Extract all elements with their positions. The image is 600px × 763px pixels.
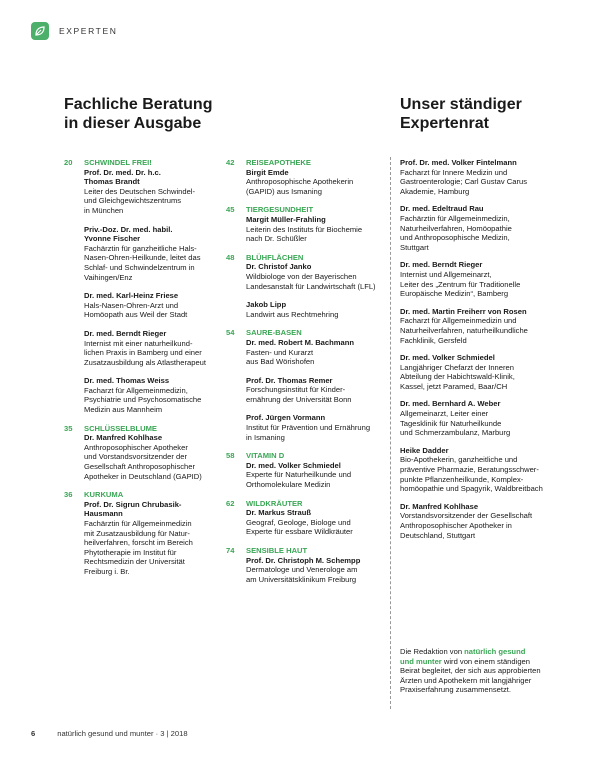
topic-title: SCHWINDEL FREI!	[84, 158, 152, 167]
page-ref: 58	[226, 451, 235, 461]
page-ref: 74	[226, 546, 235, 555]
page-ref: 62	[226, 498, 235, 508]
page-footer	[31, 729, 188, 738]
council-name: Dr. med. Berndt Rieger	[400, 260, 483, 270]
council-member	[400, 158, 575, 196]
topic-section	[226, 253, 386, 320]
council-name: Dr. Manfred Kohlhase	[400, 501, 479, 511]
page-ref: 35	[64, 423, 73, 433]
expert-description: Leiterin des Instituts für Biochemie nach Dr. Schüßler	[246, 224, 363, 244]
topic-title: VITAMIN D	[246, 451, 285, 461]
magazine-issue: natürlich gesund und munter · 3 | 2018	[57, 729, 188, 738]
topic-section	[64, 423, 235, 482]
expert-entry	[84, 498, 235, 577]
expert-name: Priv.-Doz. Dr. med. habil. Yvonne Fischer	[84, 224, 173, 244]
council-description: Langjähriger Chefarzt der Inneren Abteilung der Habichtswald-Klinik, Kassel, jetzt Paramed, Baar/CH	[400, 362, 515, 391]
topic-section	[64, 490, 235, 576]
council-name: Dr. med. Bernhard A. Weber	[400, 399, 501, 409]
right-heading-line: Expertenrat	[400, 115, 489, 132]
page-ref: 48	[226, 252, 235, 262]
topic-title: WILDKRÄUTER	[246, 498, 303, 508]
section-header	[31, 22, 117, 40]
topic-section	[64, 158, 235, 415]
council-member	[400, 353, 575, 391]
expert-description: Geograf, Geologe, Biologe und Experte für essbare Wildkräuter	[246, 517, 353, 537]
council-name: Dr. med. Martin Freiherr von Rosen	[400, 306, 527, 316]
right-heading-line: Unser ständiger	[400, 96, 522, 113]
topic-title: SAURE-BASEN	[246, 328, 302, 338]
expert-description: Leiter des Deutschen Schwindel- und Gleichgewichtszentrums in München	[84, 186, 196, 215]
topic-section	[226, 328, 386, 442]
expert-name: Birgit Emde	[246, 167, 289, 177]
page-number: 6	[31, 729, 36, 738]
expert-name: Dr. med. Berndt Rieger	[84, 328, 167, 338]
council-member	[400, 307, 575, 345]
expert-name: Dr. med. Volker Schmiedel	[246, 460, 341, 470]
expert-entry	[246, 262, 386, 291]
council-member	[400, 502, 575, 540]
topic-title: REISEAPOTHEKE	[246, 158, 311, 167]
expert-entry	[84, 433, 235, 481]
council-description: Vorstandsvorsitzender der Gesellschaft Anthroposophischer Apotheker in Deutschland, Stuttgart	[400, 511, 533, 540]
council-name: Heike Dadder	[400, 445, 449, 455]
expert-name: Dr. med. Thomas Weiss	[84, 376, 170, 386]
council-description: Internist und Allgemeinarzt, Leiter des „Zentrum für Traditionelle Europäische Medizin“, Bamberg	[400, 269, 521, 299]
expert-description: Anthroposophischer Apotheker und Vorstandsvorsitzender der Gesellschaft Anthroposophischer Apotheker in Deutschland (GAPID)	[84, 442, 202, 481]
page-ref: 45	[226, 205, 235, 215]
expert-description: Institut für Prävention und Ernährung in Ismaning	[246, 423, 371, 442]
expert-name: Prof. Dr. Christoph M. Schempp	[246, 555, 361, 565]
section-label: EXPERTEN	[59, 26, 118, 36]
expert-description: Fasten- und Kurarzt aus Bad Wörishofen	[246, 347, 315, 367]
topic-section	[226, 158, 386, 196]
council-member	[400, 204, 575, 252]
expert-description: Landwirt aus Rechtmehring	[246, 309, 339, 319]
page-ref: 20	[64, 158, 73, 167]
expert-entry	[84, 376, 232, 414]
expert-entry	[246, 168, 386, 197]
column-divider	[390, 157, 391, 709]
expert-entry	[246, 338, 386, 367]
expert-entry	[84, 328, 235, 367]
page-ref: 42	[226, 158, 235, 167]
left-heading-line: Fachliche Beratung	[64, 96, 213, 113]
expert-entry	[246, 376, 386, 405]
note-brand: natürlich gesund und munter	[400, 647, 526, 666]
expert-entry	[84, 291, 232, 320]
expert-entry	[84, 224, 235, 283]
right-heading	[400, 95, 522, 133]
council-member	[400, 399, 575, 437]
topic-title: SCHLÜSSELBLUME	[84, 423, 157, 433]
expert-description: Internist mit einer naturheilkund- lichen Praxis in Bamberg und einer Zusatzausbildung als Atlastherapeut	[84, 338, 207, 367]
expert-entry	[246, 461, 386, 490]
left-heading-line: in dieser Ausgabe	[64, 115, 202, 132]
page-ref: 54	[226, 328, 235, 338]
topic-section	[226, 499, 386, 537]
expert-description: Fachärztin für Allgemeinmedizin mit Zusatzausbildung für Natur- heilverfahren, forscht im Bereich Phytotherapie im Institut für Rechtsmedizin der Universität Freiburg i. Br.	[84, 519, 193, 576]
expert-entry	[84, 167, 235, 216]
page-ref: 36	[64, 490, 73, 500]
expert-entry	[246, 556, 386, 585]
expert-description: Experte für Naturheilkunde und Orthomolekulare Medizin	[246, 470, 352, 490]
council-name: Prof. Dr. med. Volker Fintelmann	[400, 158, 517, 167]
topic-section	[226, 205, 386, 243]
expert-name: Dr. Manfred Kohlhase	[84, 433, 163, 443]
council-name: Dr. med. Edeltraud Rau	[400, 204, 484, 214]
topic-title: SENSIBLE HAUT	[246, 546, 308, 555]
topic-section	[226, 546, 386, 584]
expert-entry	[246, 215, 386, 244]
note-text: wird von einem ständigen Beirat begleitet, der sich aus approbierten Ärzten und Apothekern mit langjähriger Praxiserfahrung zusammensetzt.	[400, 656, 541, 695]
expert-description: Dermatologe und Venerologe am am Universitätsklinikum Freiburg	[246, 565, 358, 584]
expert-description: Forschungsinstitut für Kinder- ernährung der Universität Bonn	[246, 385, 352, 404]
council-description: Facharzt für Allgemeinmedizin und Naturheilverfahren, naturheilkundliche Fachklinik, Gersfeld	[400, 316, 528, 345]
expert-entry	[246, 508, 386, 537]
council-name: Dr. med. Volker Schmiedel	[400, 353, 495, 363]
expert-name: Jakob Lipp	[246, 300, 287, 310]
expert-name: Margit Müller-Frahling	[246, 214, 326, 224]
note-text: Die Redaktion von	[400, 647, 465, 656]
topic-title: BLÜHFLÄCHEN	[246, 252, 304, 262]
expert-name: Prof. Dr. Sigrun Chrubasik- Hausmann	[84, 499, 182, 519]
expert-description: Wildbiologe von der Bayerischen Landesanstalt für Landwirtschaft (LFL)	[246, 271, 376, 291]
expert-description: Anthroposophische Apothekerin (GAPID) aus Ismaning	[246, 177, 354, 196]
expert-name: Prof. Dr. Thomas Remer	[246, 375, 333, 385]
expert-description: Facharzt für Allgemeinmedizin, Psychiatrie und Psychosomatische Medizin aus Mannheim	[84, 385, 202, 415]
expert-council-list	[400, 158, 575, 548]
council-member	[400, 446, 575, 494]
council-description: Facharzt für Innere Medizin und Gastroenterologie; Carl Gustav Carus Akademie, Hamburg	[400, 167, 528, 196]
contributors-column-1	[64, 158, 235, 586]
expert-description: Fachärztin für ganzheitliche Hals- Nasen-Ohren-Heilkunde, leitet das Schlaf- und Schwindelzentrum in Vaihingen/Enz	[84, 243, 201, 282]
expert-description: Hals-Nasen-Ohren-Arzt und Homöopath aus Weil der Stadt	[84, 300, 188, 320]
topic-title: TIERGESUNDHEIT	[246, 205, 314, 215]
editorial-note	[400, 647, 580, 695]
topic-title: KURKUMA	[84, 490, 124, 500]
expert-name: Dr. Markus Strauß	[246, 508, 311, 518]
council-member	[400, 260, 575, 298]
expert-name: Dr. med. Robert M. Bachmann	[246, 337, 355, 347]
expert-name: Prof. Dr. med. Dr. h.c. Thomas Brandt	[84, 167, 161, 187]
council-description: Bio-Apothekerin, ganzheitliche und präventive Pharmazie, Beratungsschwer- punkte Pflanzenheilkunde, Komplex- homöopathie und Spagyrik, Waldbreitbach	[400, 455, 543, 494]
expert-entry	[246, 413, 386, 442]
leaf-icon	[31, 22, 49, 40]
contributors-column-2	[226, 158, 386, 593]
expert-entry	[246, 300, 386, 319]
expert-name: Prof. Jürgen Vormann	[246, 413, 326, 423]
expert-name: Dr. med. Karl-Heinz Friese	[84, 291, 179, 301]
council-description: Allgemeinarzt, Leiter einer Tagesklinik für Naturheilkunde und Schmerzambulanz, Marburg	[400, 409, 511, 438]
left-heading	[64, 95, 212, 133]
council-description: Fachärztin für Allgemeinmedizin, Naturheilverfahren, Homöopathie und Anthroposophische Medizin, Stuttgart	[400, 213, 512, 252]
expert-name: Dr. Christof Janko	[246, 262, 312, 272]
topic-section	[226, 451, 386, 489]
